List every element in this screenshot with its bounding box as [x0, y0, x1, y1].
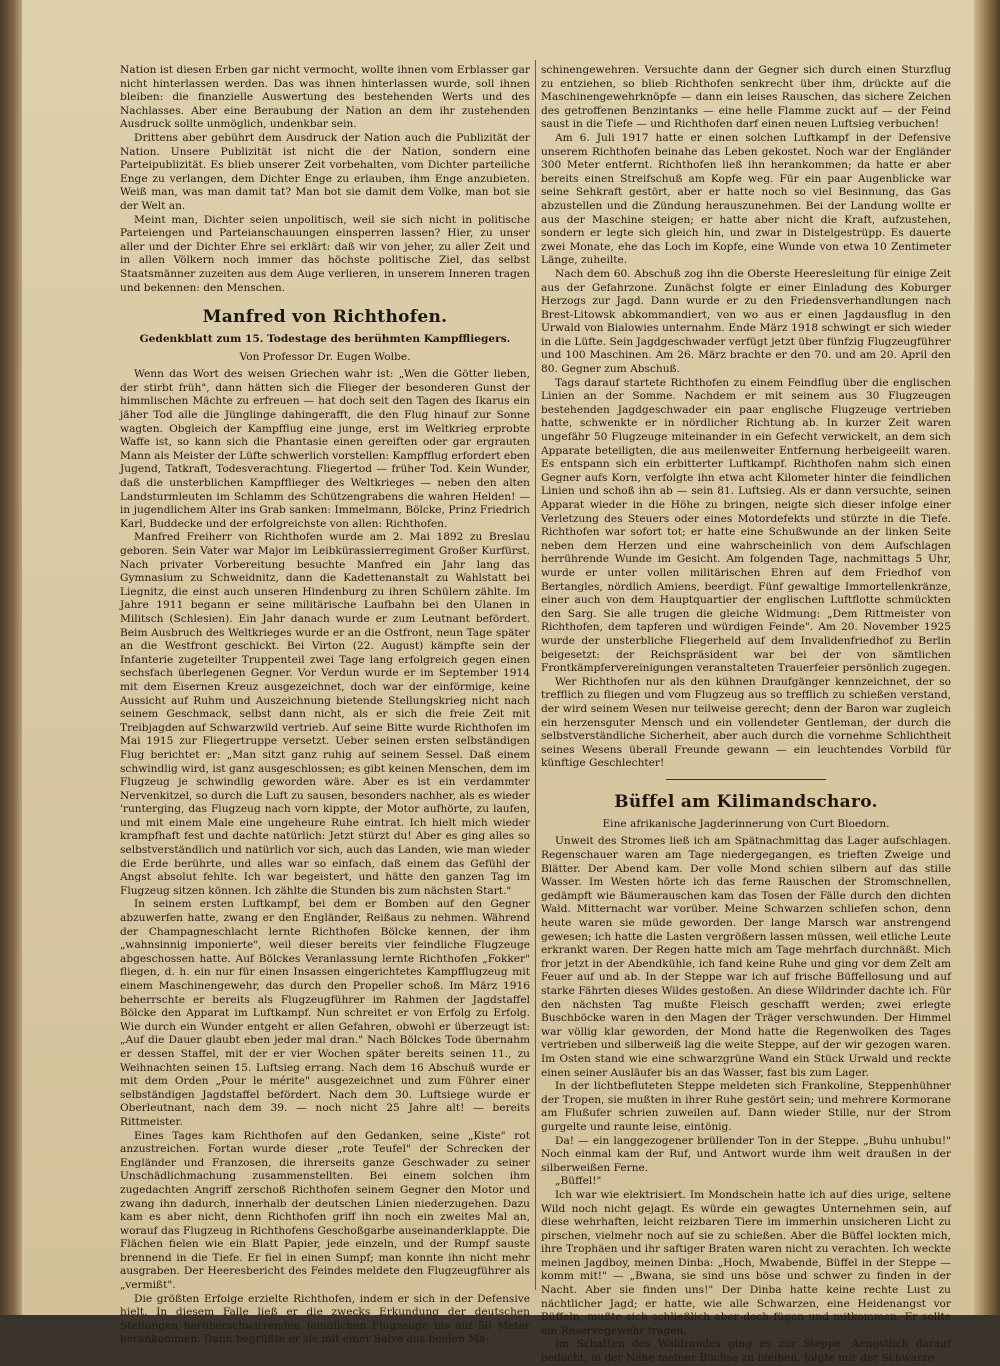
page-edge	[974, 0, 1000, 1315]
left-column	[120, 64, 530, 1346]
story-paragraph: Ich war wie elektrisiert. Im Mondschein hatte ich auf dies urige, seltene Wild noch nicht gejagt. Es würde ein gewagtes Unternehmen sein, auf diese wehrhaften, leicht reizbaren Tiere im immerhin unsicheren Licht zu pirschen, vielmehr noch auf sie zu schießen. Aber die Büffel lockten mich, ihre Trophäen und ihr saftiger Braten waren nicht zu verachten. Ich weckte meinen Jagdboy, meinen Dinba: „Hoch, Mwabende, Büffel in der Steppe — komm mit!" — „Bwana, sie sind uns böse und schwer zu finden in der Nacht. Aber sie finden uns!" Der Dinba hatte keine rechte Lust zu nächtlicher Jagd; er hatte, wie alle Schwarzen, eine Heidenangst vor Büffeln, mußte sich schließlich aber doch fügen und mitkommen. Er sollte ein Reservegewehr tragen.	[541, 1188, 951, 1337]
story-paragraph: Unweit des Stromes ließ ich am Spätnachmittag das Lager aufschlagen. Regenschauer waren am Tage niedergegangen, es trieften Zweige und Blätter. Der Abend kam. Der volle Mond schien silbern auf das stille Wasser. Im Westen hörte ich das ferne Rauschen der Stromschnellen, gedämpft wie Bäumerauschen kam das Tosen der Fälle durch den dichten Wald. Mitternacht war vorüber. Meine Schwarzen schliefen schon, denn heute waren sie müde geworden. Der lange Marsch war anstrengend gewesen; ich hatte die Lasten vergrößern lassen müssen, weil etliche Leute erkrankt waren. Der Regen hatte mich am Tage mehrfach durchnäßt. Mich fror jetzt in der Abendkühle, ich fand keine Ruhe und ging vor dem Zelt am Feuer auf und ab. In der Steppe war ich auf frische Büffellosung und auf starke Fährten dieses Wildes gestoßen. An diese Wildrinder dachte ich. Für den nächsten Tag mußte Fleisch geschafft werden; zwei erlegte Buschböcke waren in den Magen der Träger verschwunden. Der Himmel war völlig klar geworden, der Mond hatte die Regenwolken des Tages vertrieben und silberweiß lag die weite Steppe, auf der wir gezogen waren. Im Osten stand wie eine schwarzgrüne Wand ein Stück Urwald und reckte einen seiner Ausläufer bis an das Wasser, fast bis zum Lager.	[541, 835, 951, 1079]
article-subtitle: Gedenkblatt zum 15. Todestage des berühmten Kampffliegers.	[139, 333, 511, 346]
article-paragraph: Am 6. Juli 1917 hatte er einen solchen Luftkampf in der Defensive unserem Richthofen beinahe das Leben gekostet. Noch war der Engländer 300 Meter entfernt. Richthofen ließ ihn herankommen; da hatte er aber bereits einen Streifschuß am Kopfe weg. Für ein paar Augenblicke war seine Sehkraft gestört, aber er hatte noch so viel Besinnung, das Gas abzustellen und die Zündung herauszunehmen. Bei der Landung wollte er aus der Maschine steigen; er hatte aber nicht die Kraft, aufzustehen, sondern er legte sich gleich hin, und zwar in Distelgestrüpp. Es dauerte zwei Monate, ehe das Loch im Kopfe, eine Wunde von etwa 10 Zentimeter Länge, zuheilte.	[541, 131, 951, 267]
story-paragraph: In der lichtbefluteten Steppe meldeten sich Frankoline, Steppenhühner der Tropen, sie mußten in ihrer Ruhe gestört sein; und mehrere Kormorane am Flußufer schrien zuweilen auf. Dann wieder Stille, nur der Strom gurgelte und raunte leise, eintönig.	[541, 1080, 951, 1133]
article-title: Manfred von Richthofen.	[202, 307, 448, 328]
article-paragraph: Nach dem 60. Abschuß zog ihn die Oberste Heeresleitung für einige Zeit aus der Gefahrzone. Zunächst folgte er einer Einladung des Koburger Herzogs zur Jagd. Dann wurde er zu den Friedensverhandlungen nach Brest-Litowsk abkommandiert, von wo aus er einen Jagdausflug in den Urwald von Bialowies unternahm. Ende März 1918 schwingt er sich wieder in die Lüfte. Sein Jagdgeschwader verfügt jetzt über fünfzig Flugzeugführer und 100 Maschinen. Am 26. März brachte er den 70. und am 20. April den 80. Gegner zum Abschuß.	[541, 267, 951, 376]
story-paragraph: Im Schatten des Waldrandes ging es zur Steppe. Aengstlich darauf bedacht, in der Nähe meiner Büchse zu bleiben, folgte mir der Schwarze	[541, 1338, 951, 1365]
book-spine	[0, 0, 22, 1315]
intro-paragraph: Nation ist diesen Erben gar nicht vermocht, wollte ihnen vom Erblasser gar nicht hinterlassen werden. Das was ihnen hinterlassen wurde, soll ihnen bleiben: die finanzielle Auswertung des bestehenden Werts und des Nachlasses. Aber eine Beraubung der Nation an dem ihr zustehenden Ausdruck sollte unmöglich, undenkbar sein.	[120, 64, 530, 131]
story-paragraph: „Büffel!"	[555, 1175, 602, 1188]
section-separator	[666, 779, 826, 780]
article-paragraph: Wer Richthofen nur als den kühnen Draufgänger kennzeichnet, der so trefflich zu fliegen und vom Flugzeug aus so trefflich zu schießen verstand, der wird seinem Wesen nur teilweise gerecht; denn der Baron war zugleich ein herzensguter Mensch und ein vollendeter Gentleman, der durch die selbstverständliche Sicherheit, aber auch durch die vornehme Schlichtheit seines Wesens überall Freunde gewann — ein leuchtendes Vorbild für künftige Geschlechter!	[541, 675, 951, 770]
intro-paragraph: Drittens aber gebührt dem Ausdruck der Nation auch die Publizität der Nation. Unsere Publizität ist nicht die der Nation, sondern eine Parteipublizität. Es blieb unserer Zeit vorbehalten, vom Dichter parteiliche Enge zu verlangen, dem Dichter Enge zu erlauben, ihm Enge anzubieten. Weiß man, was man damit tat? Man bot sie damit dem Volke, man bot sie der Welt an.	[120, 131, 530, 212]
article-paragraph: Tags darauf startete Richthofen zu einem Feindflug über die englischen Linien an der Somme. Nachdem er mit seinem aus 30 Flugzeugen bestehenden Jagdgeschwader ein paar englische Flugzeuge vertrieben hatte, schwenkte er in nördlicher Richtung ab. In kurzer Zeit waren ungefähr 50 Flugzeuge miteinander in ein Gefecht verwickelt, an dem sich Apparate beteiligten, die aus meilenweiter Entfernung herbeigeeilt waren. Es entspann sich ein erbitterter Luftkampf. Richthofen nahm sich einen Gegner aufs Korn, verfolgte ihn etwa acht Kilometer hinter die feindlichen Linien und schoß ihn ab — sein 81. Luftsieg. Als er dann versuchte, seinen Apparat wieder in die Höhe zu bringen, neigte sich dieser infolge einer Verletzung des Steuers oder eines Motordefekts und stürzte in die Tiefe. Richthofen war sofort tot; er hatte eine Schußwunde an der linken Seite neben dem Herzen und eine wahrscheinlich von dem Aufschlagen herrührende Wunde im Gesicht. Am folgenden Tage, nachmittags 5 Uhr, wurde er unter vollen militärischen Ehren auf dem Friedhof von Bertangles, nördlich Amiens, beerdigt. Fünf gewaltige Immortellenkränze, einer auch von dem Hauptquartier der englischen Luftflotte schmückten den Sarg. Sie alle trugen die gleiche Widmung: „Dem Rittmeister von Richthofen, dem tapferen und würdigen Feinde". Am 20. November 1925 wurde der unsterbliche Fliegerheld auf dem Invalidenfriedhof zu Berlin beigesetzt: der Reichspräsident war bei der von sämtlichen Frontkämpfervereinigungen veranstalteten Trauerfeier persönlich zugegen.	[541, 376, 951, 675]
article-paragraph: schinengewehren. Versuchte dann der Gegner sich durch einen Sturzflug zu entziehen, so blieb Richthofen senkrecht über ihm, drückte auf die Maschinengewehrknöpfe — dann ein leises Rauschen, das sichere Zeichen des getroffenen Benzintanks — eine helle Flamme zuckt auf — der Feind saust in die Tiefe — und Richthofen darf einen neuen Luftsieg verbuchen!	[541, 64, 951, 131]
article-paragraph: Manfred Freiherr von Richthofen wurde am 2. Mai 1892 zu Breslau geboren. Sein Vater war Major im Leibkürassierregiment Großer Kurfürst. Nach privater Vorbereitung besuchte Manfred ein Jahr lang das Gymnasium zu Schweidnitz, dann die Kadettenanstalt zu Wahlstatt bei Liegnitz, die einst auch unseren Hindenburg zu ihren Schülern zählte. Im Jahre 1911 begann er seine militärische Laufbahn bei den Ulanen in Militsch (Schlesien). Ein Jahr danach wurde er zum Leutnant befördert. Beim Ausbruch des Weltkrieges wurde er an die Ostfront, neun Tage später an die Westfront geschickt. Bei Virton (22. August) kämpfte sein der Infanterie zugeteilter Truppenteil zwei Tage lang erfolgreich gegen einen sechsfach überlegenen Gegner. Vor Verdun wurde er im September 1914 mit dem Eisernen Kreuz ausgezeichnet, doch war der einförmige, keine Aussicht auf Ruhm und Auszeichnung bietende Stellungskrieg nicht nach seinem Geschmack, selbst dann nicht, als er sich die freie Zeit mit Treibjagden auf Schwarzwild vertrieb. Auf seine Bitte wurde Richthofen im Mai 1915 zur Fliegertruppe versetzt. Ueber seinen ersten selbständigen Flug berichtet er: „Man sitzt ganz ruhig auf seinem Sessel. Daß einem schwindlig wird, ist ganz ausgeschlossen; es gibt keinen Menschen, dem im Flugzeug je schwindlig geworden wäre. Aber es ist ein verdammter Nervenkitzel, so durch die Luft zu sausen, besonders nachher, als es wieder 'runterging, das Flugzeug nach vorn kippte, der Motor aufhörte, zu laufen, und mit einem Male eine ungeheure Ruhe eintrat. Ich hielt mich wieder krampfhaft fest und dachte natürlich: Jetzt stürzt du! Aber es ging alles so selbstverständlich und natürlich vor sich, auch das Landen, wie man wieder die Erde berührte, und alles war so einfach, daß einem das Gefühl der Angst absolut fehlte. Ich war begeistert, und hätte den ganzen Tag im Flugzeug sitzen können. Ich zählte die Stunden bis zum nächsten Start."	[120, 531, 530, 897]
article-paragraph: Die größten Erfolge erzielte Richthofen, indem er sich in der Defensive hielt. In diesem Falle ließ er die zwecks Erkundung der deutschen Stellungen herüberschwirrenden feindlichen Flugzeuge bis auf 50 Meter herankommen. Dann begrüßte er sie mit einer Salve aus beiden Ma-	[120, 1292, 530, 1346]
article-paragraph: In seinem ersten Luftkampf, bei dem er Bomben auf den Gegner abzuwerfen hatte, zwang er den Engländer, Reißaus zu nehmen. Während der Champagneschlacht lernte Richthofen Bölcke kennen, der ihm „wahnsinnig imponierte", weil dieser bereits vier feindliche Flugzeuge abgeschossen hatte. Auf Bölckes Veranlassung lernte Richthofen „Fokker" fliegen, d. h. ein nur für einen Insassen eingerichtetes Kampfflugzeug mit einem Maschinengewehr, das durch den Propeller schoß. Im März 1916 beherrschte er bereits als Flugzeugführer im Rahmen der Jagdstaffel Bölcke den Apparat im Luftkampf. Nun schreitet er von Erfolg zu Erfolg. Wie durch ein Wunder entgeht er allen Gefahren, obwohl er überzeugt ist: „Auf die Dauer glaubt eben jeder mal dran." Nach Bölckes Tode übernahm er dessen Staffel, mit der er vier Wochen später bereits seinen 11., zu Weihnachten seinen 15. Luftsieg errang. Nach dem 16 Abschuß wurde er mit dem Orden „Pour le mérite" ausgezeichnet und zum Führer einer selbständigen Jagdstaffel befördert. Nach dem 30. Luftsiege wurde er Oberleutnant, nach dem 39. — noch nicht 25 Jahre alt! — bereits Rittmeister.	[120, 898, 530, 1128]
column-divider	[535, 60, 536, 1290]
story-title: Büffel am Kilimandscharo.	[614, 791, 878, 812]
intro-paragraph: Meint man, Dichter seien unpolitisch, weil sie sich nicht in politische Parteiengen und Parteianschauungen einsperren lassen? Hier, zu unser aller und der Dichter Ehre sei erklärt: daß wir von jeher, zu aller Zeit und in allen Völkern noch immer das höchste politische Ziel, das selbst Staatsmänner zuzeiten aus dem Auge verlieren, in unserem Inneren tragen und bekennen: den Menschen.	[120, 213, 530, 294]
story-paragraph: Da! — ein langgezogener brüllender Ton in der Steppe. „Buhu unhubu!" Noch einmal kam der Ruf, und Antwort wurde ihm weit draußen in der silberweißen Ferne.	[541, 1134, 951, 1174]
article-byline: Von Professor Dr. Eugen Wolbe.	[239, 350, 411, 363]
article-paragraph: Eines Tages kam Richthofen auf den Gedanken, seine „Kiste" rot anzustreichen. Fortan wurde dieser „rote Teufel" der Schrecken der Engländer und Franzosen, die ihrerseits ganze Geschwader zu seiner Unschädlichmachung zusammenstellten. Bei einem solchen ihm zugedachten Angriff zerschoß Richthofen seinem Gegner den Motor und zwang ihn dadurch, innerhalb der deutschen Linien niederzugehen. Dazu kam es aber nicht, denn Richthofen griff ihn noch ein zweites Mal an, worauf das Flugzeug in Richthofens Geschoßgarbe auseinanderklappte. Die Flächen fielen wie ein Blatt Papier, jede einzeln, und der Rumpf sauste brennend in die Tiefe. Er fiel in einen Sumpf; man konnte ihn nicht mehr ausgraben. Der Heeresbericht des Feindes meldete den Flugzeugführer als „vermißt".	[120, 1129, 530, 1292]
right-column	[541, 64, 951, 1365]
story-byline: Eine afrikanische Jagderinnerung von Curt Bloedorn.	[602, 817, 890, 830]
article-paragraph: Wenn das Wort des weisen Griechen wahr ist: „Wen die Götter lieben, der stirbt früh", dann hätten sich die Flieger der besonderen Gunst der himmlischen Mächte zu erfreuen — hat doch seit den Tagen des Ikarus ein jäher Tod alle die Jünglinge dahingerafft, die den Flug hinauf zur Sonne wagten. Obgleich der Kampfflug eine junge, erst im Weltkrieg erprobte Waffe ist, so kann sich die Phantasie einen gereiften oder gar ergrauten Mann als Meister der Lüfte schwerlich vorstellen: Kampfflug erfordert eben Jugend, Tatkraft, Todesverachtung. Fliegertod — früher Tod. Kein Wunder, daß die unsterblichen Kampfflieger des Weltkrieges — neben den alten Landsturmleuten im Schlamm des Schützengrabens die wahren Helden! — in jugendlichem Alter ins Grab sanken: Immelmann, Bölcke, Prinz Friedrich Karl, Buddecke und der erfolgreichste von allen: Richthofen.	[120, 368, 530, 530]
